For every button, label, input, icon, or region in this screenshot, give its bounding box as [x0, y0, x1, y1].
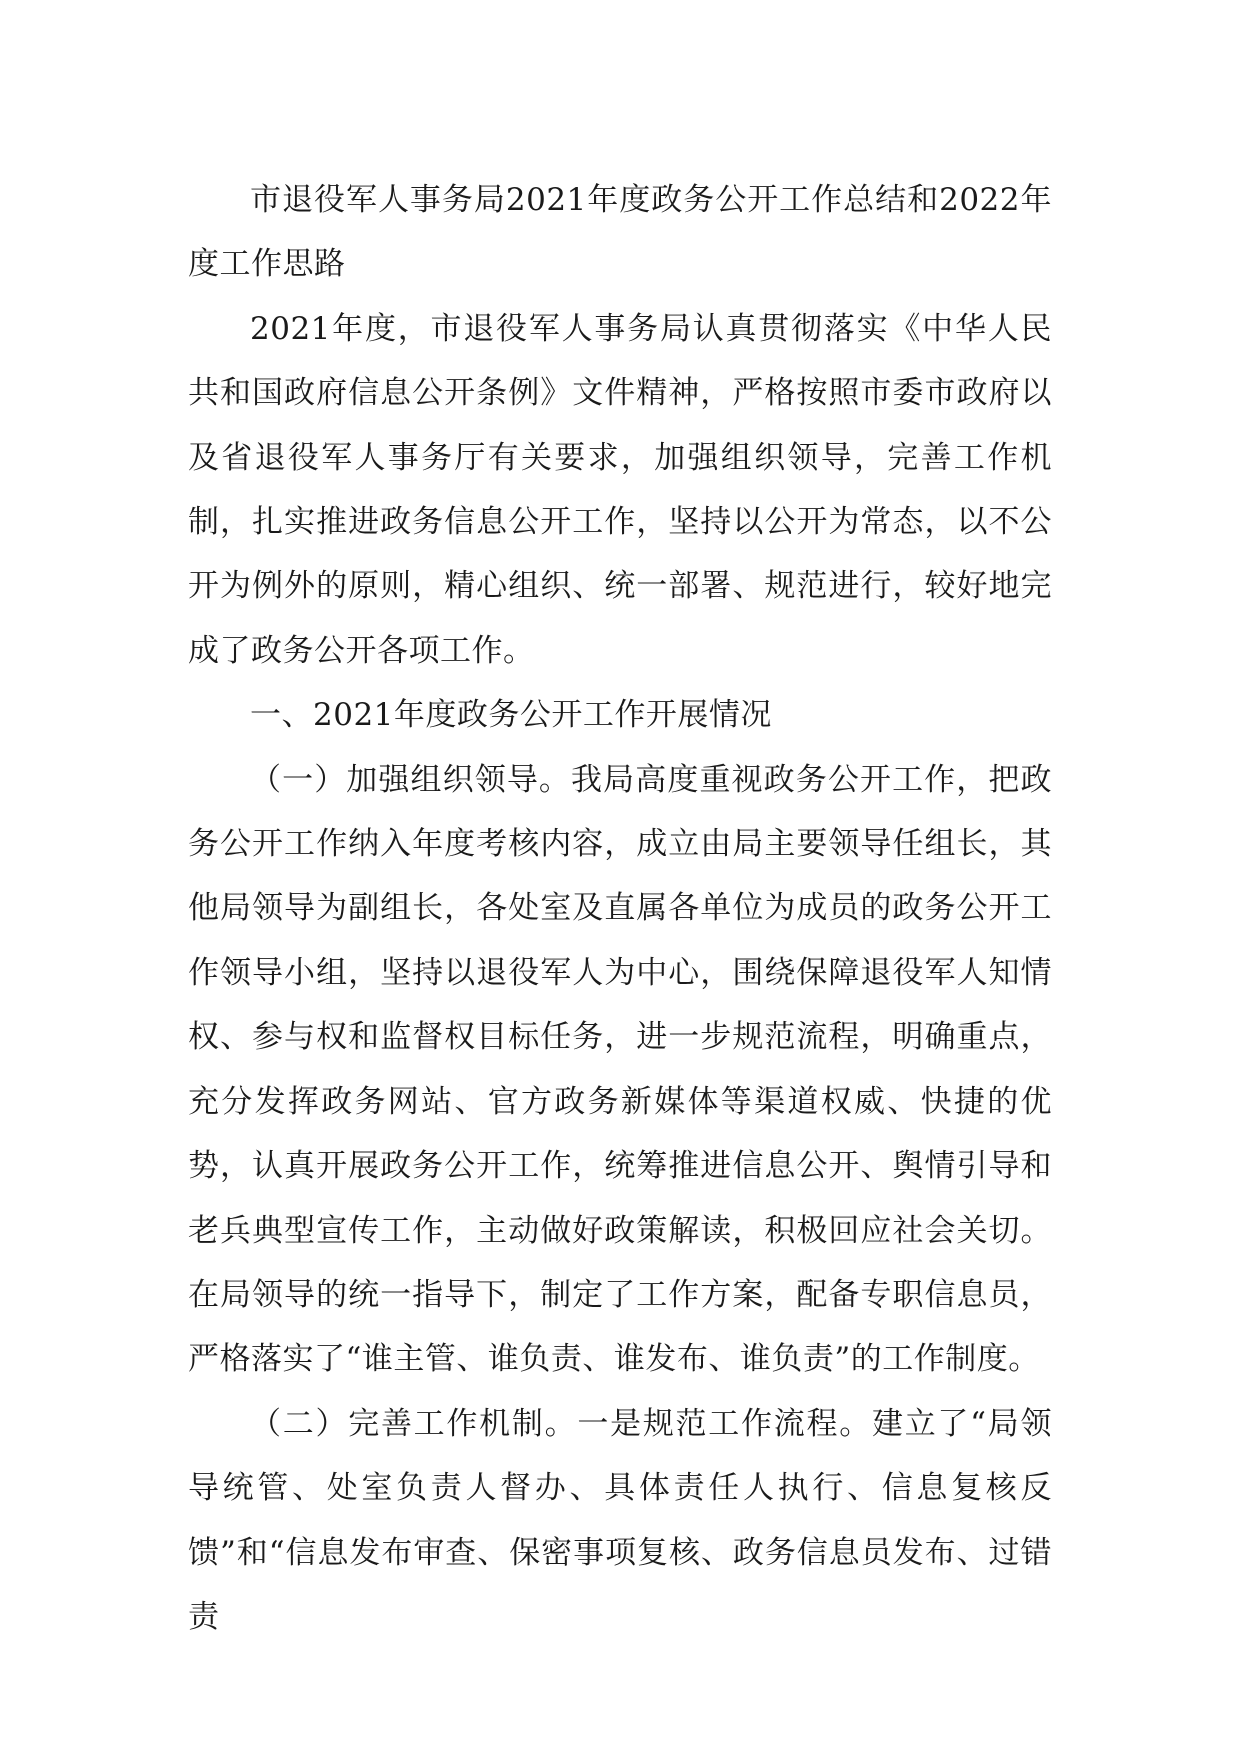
section-heading: 一、2021年度政务公开工作开展情况: [250, 697, 772, 734]
paragraph-organization: （一）加强组织领导。我局高度重视政务公开工作，把政务公开工作纳入年度考核内容，成立由局主要领导任组长，其他局领导为副组长，各处室及直属各单位为成员的政务公开工作领导小组，坚持以退役军人为中心，围绕保障退役军人知情权、参与权和监督权目标任务，进一步规范流程，明确重点，充分发挥政务网站、官方政务新媒体等渠道权威、快捷的优势，认真开展政务公开工作，统筹推进信息公开、舆情引导和老兵典型宣传工作，主动做好政策解读，积极回应社会关切。在局领导的统一指导下，制定了工作方案，配备专职信息员，严格落实了“谁主管、谁负责、谁发布、谁负责”的工作制度。: [188, 761, 1052, 1378]
paragraph-mechanism: （二）完善工作机制。一是规范工作流程。建立了“局领导统管、处室负责人督办、具体责任人执行、信息复核反馈”和“信息发布审查、保密事项复核、政务信息员发布、过错责: [188, 1405, 1052, 1635]
document-title: 市退役军人事务局2021年度政务公开工作总结和2022年度工作思路: [188, 182, 1052, 283]
document-body: [188, 168, 1052, 1649]
intro-paragraph: 2021年度，市退役军人事务局认真贯彻落实《中华人民共和国政府信息公开条例》文件精神，严格按照市委市政府以及省退役军人事务厅有关要求，加强组织领导，完善工作机制，扎实推进政务信息公开工作，坚持以公开为常态，以不公开为例外的原则，精心组织、统一部署、规范进行，较好地完成了政务公开各项工作。: [188, 310, 1052, 669]
